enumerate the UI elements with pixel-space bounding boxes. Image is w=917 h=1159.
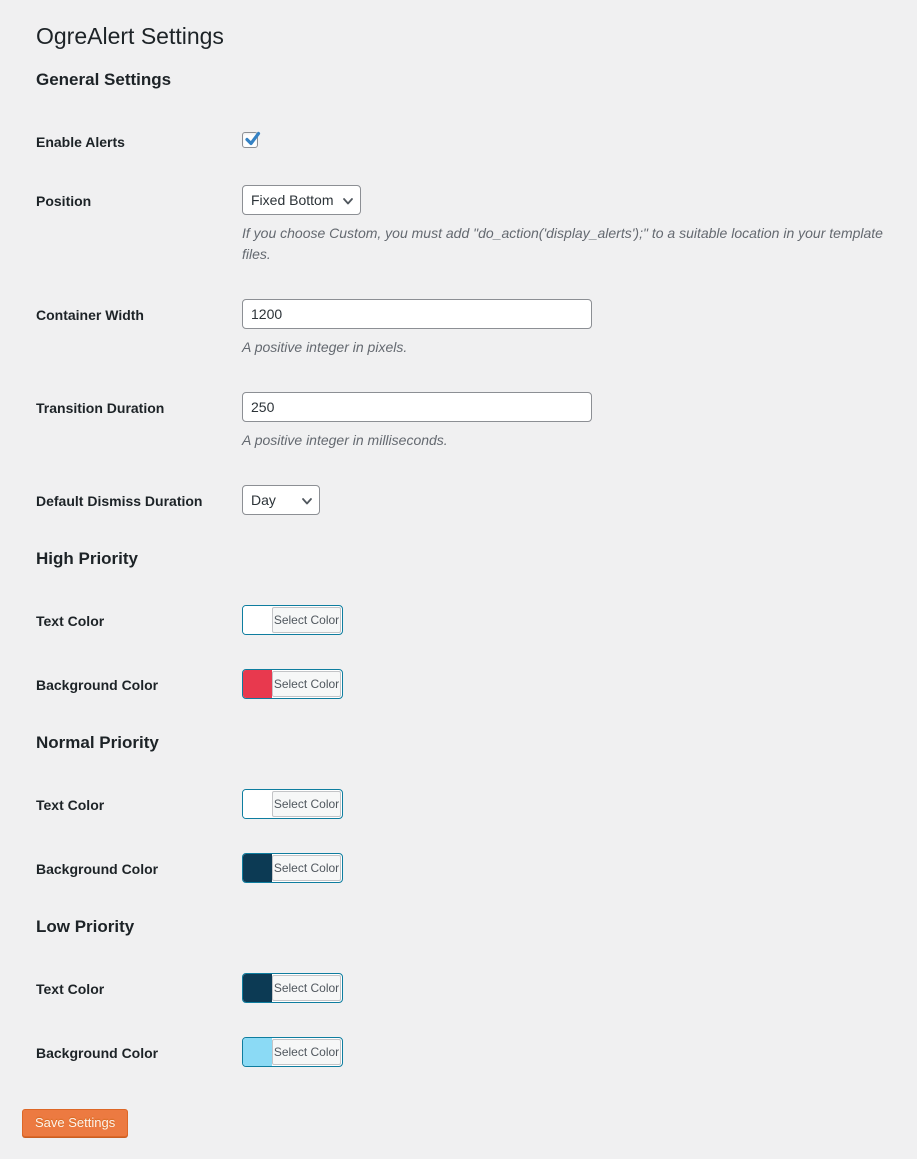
container-width-label: Container Width (36, 306, 144, 323)
row-low-text-color (36, 973, 895, 1003)
normal-text-color-label: Text Color (36, 796, 105, 813)
transition-duration-help-text: A positive integer in milliseconds. (242, 431, 448, 448)
low-text-color-label: Text Color (36, 980, 105, 997)
high-text-color-picker-button[interactable] (242, 605, 343, 635)
section-heading-general: General Settings (36, 69, 172, 89)
position-help-text: If you choose Custom, you must add "do_action('display_alerts');" to a suitable location in your template files. (242, 224, 883, 262)
row-low-background-color (36, 1037, 895, 1067)
row-container-width (36, 299, 895, 358)
normal-background-color-swatch (243, 854, 272, 882)
high-background-color-swatch (243, 670, 272, 698)
normal-text-color-swatch (243, 790, 272, 818)
select-color-button-label: Select Color (272, 975, 341, 1001)
section-heading-normal-priority: Normal Priority (36, 732, 159, 752)
row-normal-background-color (36, 853, 895, 883)
enable-alerts-checkbox[interactable] (242, 132, 258, 148)
low-background-color-swatch (243, 1038, 272, 1066)
select-color-button-label: Select Color (272, 607, 341, 633)
low-background-color-label: Background Color (36, 1044, 159, 1061)
normal-background-color-label: Background Color (36, 860, 159, 877)
select-color-button-label: Select Color (272, 855, 341, 881)
high-text-color-swatch (243, 606, 272, 634)
high-text-color-label: Text Color (36, 612, 105, 629)
row-normal-text-color (36, 789, 895, 819)
normal-text-color-picker-button[interactable] (242, 789, 343, 819)
select-color-button-label: Select Color (272, 1039, 341, 1065)
row-default-dismiss-duration (36, 485, 895, 515)
page-title: OgreAlert Settings (36, 23, 224, 49)
row-enable-alerts (36, 126, 895, 151)
container-width-help-text: A positive integer in pixels. (242, 338, 408, 355)
checkmark-icon (243, 130, 263, 155)
position-select[interactable] (242, 185, 361, 215)
container-width-input[interactable] (242, 299, 592, 329)
position-label: Position (36, 192, 92, 209)
row-position (36, 185, 895, 265)
section-heading-low-priority: Low Priority (36, 916, 135, 936)
row-high-text-color (36, 605, 895, 635)
low-text-color-swatch (243, 974, 272, 1002)
low-background-color-picker-button[interactable] (242, 1037, 343, 1067)
select-color-button-label: Select Color (272, 671, 341, 697)
transition-duration-input[interactable] (242, 392, 592, 422)
high-background-color-picker-button[interactable] (242, 669, 343, 699)
enable-alerts-label: Enable Alerts (36, 133, 125, 150)
low-text-color-picker-button[interactable] (242, 973, 343, 1003)
high-background-color-label: Background Color (36, 676, 159, 693)
save-settings-button[interactable]: Save Settings (22, 1109, 128, 1137)
normal-background-color-picker-button[interactable] (242, 853, 343, 883)
select-color-button-label: Select Color (272, 791, 341, 817)
default-dismiss-duration-select[interactable] (242, 485, 320, 515)
default-dismiss-duration-label: Default Dismiss Duration (36, 492, 203, 509)
transition-duration-label: Transition Duration (36, 399, 165, 416)
section-heading-high-priority: High Priority (36, 548, 139, 568)
row-high-background-color (36, 669, 895, 699)
row-transition-duration (36, 392, 895, 451)
